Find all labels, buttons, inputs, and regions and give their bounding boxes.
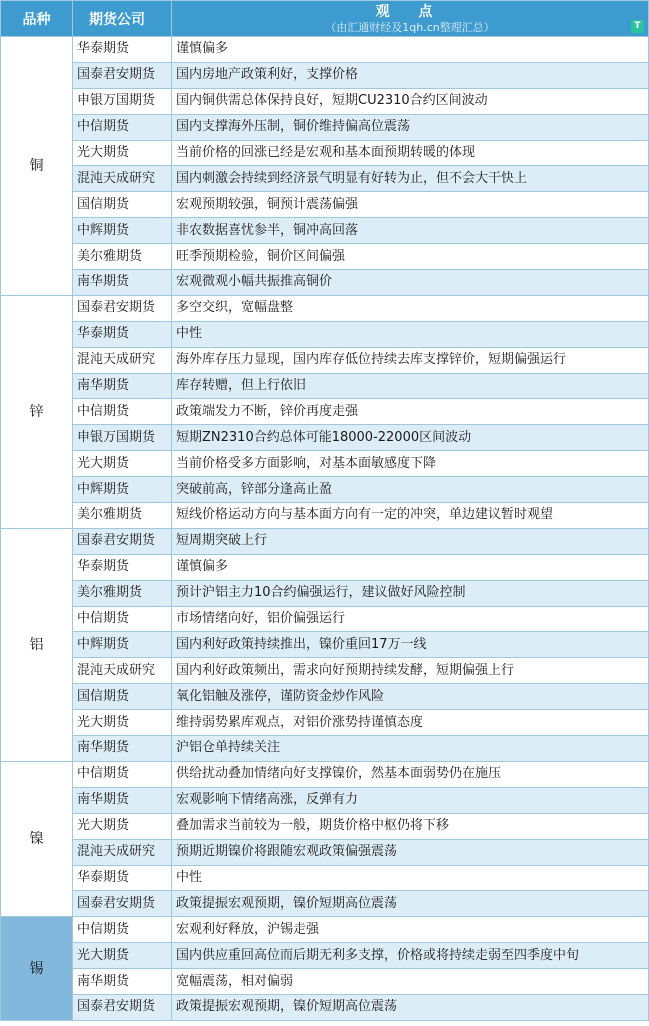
company-cell: 南华期货	[73, 270, 172, 296]
company-cell: 中信期货	[73, 761, 172, 787]
company-cell: 中信期货	[73, 114, 172, 140]
company-cell: 美尔雅期货	[73, 244, 172, 270]
table-row	[1, 270, 649, 296]
view-cell: 谨慎偏多	[172, 554, 649, 580]
company-cell: 光大期货	[73, 943, 172, 969]
view-cell: 预期近期镍价将跟随宏观政策偏强震荡	[172, 839, 649, 865]
table-row	[1, 943, 649, 969]
view-cell: 宏观微观小幅共振推高铜价	[172, 270, 649, 296]
company-cell: 国泰君安期货	[73, 994, 172, 1020]
view-cell: 中性	[172, 321, 649, 347]
view-cell: 国内供应重回高位而后期无利多支撑，价格或将持续走弱至四季度中旬	[172, 943, 649, 969]
view-cell: 当前价格的回涨已经是宏观和基本面预期转暖的体现	[172, 140, 649, 166]
company-cell: 美尔雅期货	[73, 580, 172, 606]
company-cell: 光大期货	[73, 813, 172, 839]
view-cell: 多空交织，宽幅盘整	[172, 295, 649, 321]
table-row	[1, 244, 649, 270]
header-category: 品种	[1, 1, 73, 37]
table-row	[1, 347, 649, 373]
view-cell: 氧化铝触及涨停，谨防资金炒作风险	[172, 684, 649, 710]
table-row	[1, 891, 649, 917]
table-row	[1, 295, 649, 321]
view-cell: 库存转赠，但上行依旧	[172, 373, 649, 399]
company-cell: 美尔雅期货	[73, 503, 172, 529]
view-cell: 政策提振宏观预期，镍价短期高位震荡	[172, 891, 649, 917]
company-cell: 中辉期货	[73, 632, 172, 658]
table-row	[1, 994, 649, 1020]
company-cell: 国信期货	[73, 684, 172, 710]
company-cell: 中辉期货	[73, 218, 172, 244]
table-row	[1, 62, 649, 88]
header-view-title: 观 点	[375, 4, 445, 20]
company-cell: 光大期货	[73, 451, 172, 477]
view-cell: 政策端发力不断，锌价再度走强	[172, 399, 649, 425]
company-cell: 中辉期货	[73, 477, 172, 503]
company-cell: 南华期货	[73, 969, 172, 995]
company-cell: 中信期货	[73, 917, 172, 943]
view-cell: 当前价格受多方面影响，对基本面敏感度下降	[172, 451, 649, 477]
category-cell: 铝	[1, 528, 73, 761]
header-company: 期货公司	[73, 1, 172, 37]
company-cell: 申银万国期货	[73, 88, 172, 114]
company-cell: 华泰期货	[73, 321, 172, 347]
view-cell: 旺季预期检验，铜价区间偏强	[172, 244, 649, 270]
header-view	[172, 1, 649, 37]
table-row	[1, 684, 649, 710]
table-row	[1, 813, 649, 839]
company-cell: 华泰期货	[73, 865, 172, 891]
view-cell: 国内利好政策持续推出，镍价重回17万一线	[172, 632, 649, 658]
table-row	[1, 37, 649, 63]
view-cell: 宏观利好释放，沪锡走强	[172, 917, 649, 943]
company-cell: 混沌天成研究	[73, 839, 172, 865]
table-row	[1, 451, 649, 477]
table-row	[1, 218, 649, 244]
view-cell: 预计沪铝主力10合约偏强运行，建议做好风险控制	[172, 580, 649, 606]
view-cell: 非农数据喜忧参半，铜冲高回落	[172, 218, 649, 244]
company-cell: 南华期货	[73, 736, 172, 762]
header-row	[1, 1, 649, 37]
company-cell: 国泰君安期货	[73, 62, 172, 88]
category-cell: 镍	[1, 761, 73, 916]
table-row	[1, 399, 649, 425]
table-row	[1, 192, 649, 218]
view-cell: 沪铝仓单持续关注	[172, 736, 649, 762]
table-row	[1, 140, 649, 166]
table-body	[1, 37, 649, 1021]
view-cell: 短周期突破上行	[172, 528, 649, 554]
view-cell: 供给扰动叠加情绪向好支撑镍价，然基本面弱势仍在施压	[172, 761, 649, 787]
view-cell: 中性	[172, 865, 649, 891]
table-row	[1, 761, 649, 787]
table-row	[1, 658, 649, 684]
table-row	[1, 969, 649, 995]
company-cell: 国泰君安期货	[73, 528, 172, 554]
view-cell: 国内刺激会持续到经济景气明显有好转为止，但不会大干快上	[172, 166, 649, 192]
table-row	[1, 606, 649, 632]
table-row	[1, 528, 649, 554]
view-cell: 宏观预期较强，铜预计震荡偏强	[172, 192, 649, 218]
company-cell: 光大期货	[73, 140, 172, 166]
table-row	[1, 373, 649, 399]
table-row	[1, 166, 649, 192]
table-row	[1, 114, 649, 140]
table-row	[1, 425, 649, 451]
view-cell: 海外库存压力显现，国内库存低位持续去库支撑锌价，短期偏强运行	[172, 347, 649, 373]
table-row	[1, 865, 649, 891]
company-cell: 国泰君安期货	[73, 891, 172, 917]
table-row	[1, 477, 649, 503]
company-cell: 混沌天成研究	[73, 658, 172, 684]
view-cell: 宏观影响下情绪高涨，反弹有力	[172, 787, 649, 813]
company-cell: 中信期货	[73, 399, 172, 425]
view-cell: 叠加需求当前较为一般，期货价格中枢仍将下移	[172, 813, 649, 839]
company-cell: 混沌天成研究	[73, 347, 172, 373]
category-cell: 铜	[1, 37, 73, 296]
company-cell: 国泰君安期货	[73, 295, 172, 321]
view-cell: 谨慎偏多	[172, 37, 649, 63]
view-cell: 短期ZN2310合约总体可能18000-22000区间波动	[172, 425, 649, 451]
view-cell: 国内铜供需总体保持良好，短期CU2310合约区间波动	[172, 88, 649, 114]
view-cell: 维持弱势累库观点，对铝价涨势持谨慎态度	[172, 710, 649, 736]
company-cell: 混沌天成研究	[73, 166, 172, 192]
table-row	[1, 503, 649, 529]
view-cell: 国内利好政策频出，需求向好预期持续发酵，短期偏强上行	[172, 658, 649, 684]
company-cell: 南华期货	[73, 373, 172, 399]
company-cell: 中信期货	[73, 606, 172, 632]
table-row	[1, 321, 649, 347]
table-row	[1, 554, 649, 580]
company-cell: 申银万国期货	[73, 425, 172, 451]
view-cell: 国内房地产政策利好，支撑价格	[172, 62, 649, 88]
header-view-subtitle: （由汇通财经及1qh.cn整理汇总）	[325, 21, 495, 34]
company-cell: 华泰期货	[73, 554, 172, 580]
table-row	[1, 710, 649, 736]
category-cell: 锡	[1, 917, 73, 1021]
table-row	[1, 839, 649, 865]
view-cell: 短线价格运动方向与基本面方向有一定的冲突，单边建议暂时观望	[172, 503, 649, 529]
table-row	[1, 736, 649, 762]
company-cell: 华泰期货	[73, 37, 172, 63]
table-row	[1, 88, 649, 114]
view-cell: 政策提振宏观预期，镍价短期高位震荡	[172, 994, 649, 1020]
view-cell: 市场情绪向好，铝价偏强运行	[172, 606, 649, 632]
company-cell: 光大期货	[73, 710, 172, 736]
table-row	[1, 580, 649, 606]
table-row	[1, 787, 649, 813]
view-cell: 国内支撑海外压制，铜价维持偏高位震荡	[172, 114, 649, 140]
table-row	[1, 632, 649, 658]
view-cell: 突破前高，锌部分逢高止盈	[172, 477, 649, 503]
category-cell: 锌	[1, 295, 73, 528]
company-cell: 国信期货	[73, 192, 172, 218]
view-cell: 宽幅震荡，相对偏弱	[172, 969, 649, 995]
t-badge-icon[interactable]: T	[631, 20, 644, 33]
company-cell: 南华期货	[73, 787, 172, 813]
table-row	[1, 917, 649, 943]
